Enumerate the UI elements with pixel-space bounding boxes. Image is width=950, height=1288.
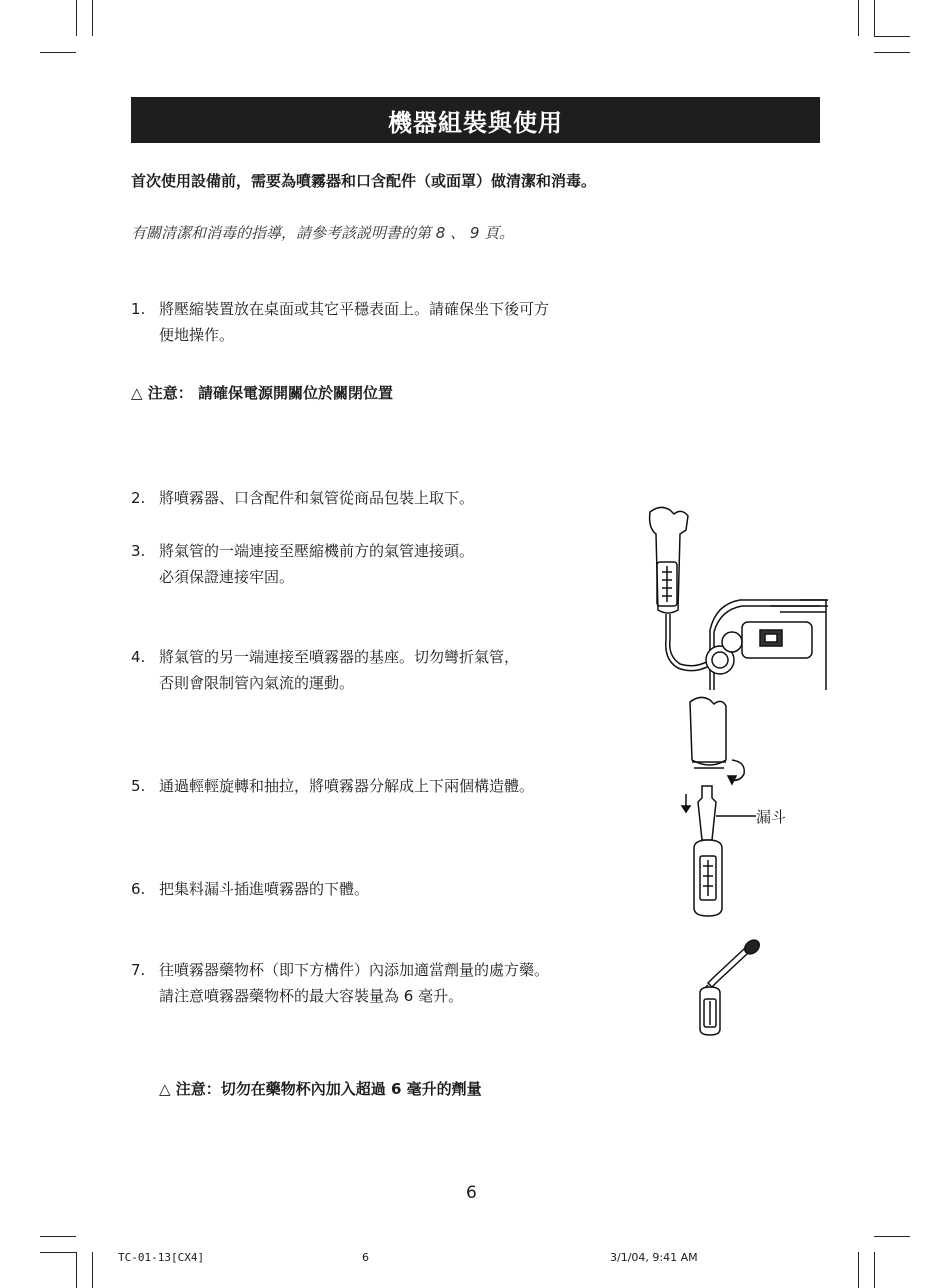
crop-mark bbox=[874, 1236, 910, 1237]
step-text: 將壓縮裝置放在桌面或其它平穩表面上。請確保坐下後可方 bbox=[159, 300, 550, 318]
crop-mark bbox=[874, 52, 910, 53]
step-1 bbox=[131, 296, 549, 348]
page-number: 6 bbox=[466, 1183, 477, 1203]
page-title: 機器組裝與使用 bbox=[131, 97, 820, 143]
step-text: 便地操作。 bbox=[159, 326, 235, 344]
step-text: 通過輕輕旋轉和抽拉，將噴霧器分解成上下兩個構造體。 bbox=[159, 777, 535, 795]
crop-mark bbox=[858, 1252, 859, 1288]
step-text: 將氣管的一端連接至壓縮機前方的氣管連接頭。 bbox=[159, 542, 475, 560]
step-5 bbox=[131, 773, 534, 799]
step-number: 1. bbox=[131, 300, 146, 318]
step-6 bbox=[131, 876, 369, 902]
nebulizer-funnel-illustration bbox=[670, 690, 760, 925]
crop-mark bbox=[76, 1252, 77, 1288]
footer-timestamp: 3/1/04, 9:41 AM bbox=[610, 1251, 698, 1264]
step-text: 必須保證連接牢固。 bbox=[159, 568, 295, 586]
step-text: 把集料漏斗插進噴霧器的下體。 bbox=[159, 880, 370, 898]
crop-mark bbox=[92, 0, 93, 36]
intro-text: 首次使用設備前，需要為噴霧器和口含配件（或面罩）做清潔和消毒。 bbox=[131, 172, 597, 190]
step-number: 5. bbox=[131, 777, 146, 795]
crop-mark bbox=[76, 0, 77, 36]
funnel-label: 漏斗 bbox=[756, 808, 787, 826]
reference-note: 有關清潔和消毒的指導，請參考該説明書的第 8 、 9 頁。 bbox=[131, 224, 515, 242]
footer-page: 6 bbox=[362, 1251, 369, 1264]
crop-mark bbox=[858, 0, 859, 36]
step-number: 4. bbox=[131, 648, 146, 666]
footer-code: TC-01-13[CX4] bbox=[118, 1251, 205, 1264]
crop-mark bbox=[874, 0, 875, 36]
step-number: 2. bbox=[131, 489, 146, 507]
crop-mark bbox=[874, 1252, 875, 1288]
caution-power: △ 注意： 請確保電源開關位於關閉位置 bbox=[131, 384, 393, 402]
step-number: 3. bbox=[131, 542, 146, 560]
step-3 bbox=[131, 538, 474, 590]
crop-mark bbox=[92, 1252, 93, 1288]
crop-mark bbox=[40, 52, 76, 53]
step-4 bbox=[131, 644, 519, 696]
step-text: 往噴霧器藥物杯（即下方構件）內添加適當劑量的處方藥。 bbox=[159, 961, 550, 979]
caution-dose: △ 注意：切勿在藥物杯內加入超過 6 毫升的劑量 bbox=[159, 1080, 482, 1098]
step-text: 將噴霧器、口含配件和氣管從商品包裝上取下。 bbox=[159, 489, 475, 507]
nebulizer-compressor-illustration bbox=[630, 500, 830, 695]
step-number: 7. bbox=[131, 961, 146, 979]
step-text: 否則會限制管內氣流的運動。 bbox=[159, 674, 355, 692]
step-text: 請注意噴霧器藥物杯的最大容裝量為 6 毫升。 bbox=[159, 987, 464, 1005]
step-text: 將氣管的另一端連接至噴霧器的基座。切勿彎折氣管， bbox=[159, 648, 520, 666]
dropper-illustration bbox=[690, 935, 765, 1040]
crop-mark bbox=[40, 1252, 76, 1253]
crop-mark bbox=[40, 1236, 76, 1237]
step-2 bbox=[131, 485, 474, 511]
step-number: 6. bbox=[131, 880, 146, 898]
step-7 bbox=[131, 957, 549, 1009]
crop-mark bbox=[874, 36, 910, 37]
